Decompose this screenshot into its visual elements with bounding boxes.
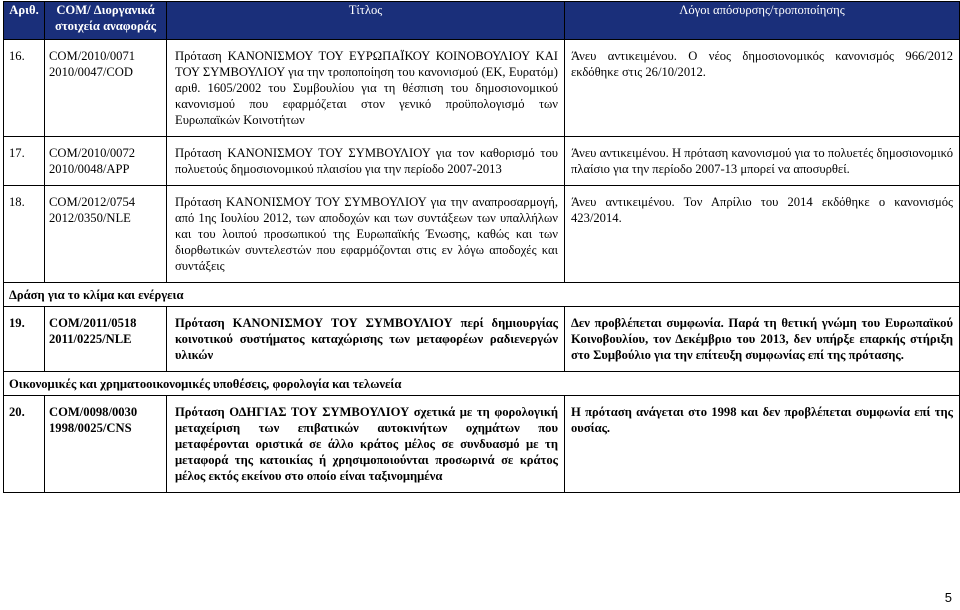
header-reasons: Λόγοι απόσυρσης/τροποποίησης [565, 2, 960, 40]
row-number: 19. [4, 307, 45, 372]
row-title: Πρόταση ΟΔΗΓΙΑΣ ΤΟΥ ΣΥΜΒΟΥΛΙΟΥ σχετικά με τη φορολογική μεταχείριση των επιβατικών αυτοκινήτων οχημάτων που μεταφέρονται οριστικά σε άλλο κράτος μέλος σε συνδυασμό με τη μεταφορά της κατοικίας ή χρησιμοποιούνται προσωρινά σε κράτος μέλος εκτός εκείνου στο οποίο είναι ταξινομημένα [167, 396, 565, 493]
row-title: Πρόταση ΚΑΝΟΝΙΣΜΟΥ ΤΟΥ ΣΥΜΒΟΥΛΙΟΥ για την αναπροσαρμογή, από 1ης Ιουλίου 2012, των αποδοχών και των συντάξεων των υπαλλήλων και του λοιπού προσωπικού της Ευρωπαϊκής Ένωσης, καθώς και των διορθωτικών συντελεστών που εφαρμόζονται στις εν λόγω αποδοχές και συντάξεις [167, 186, 565, 283]
row-number: 20. [4, 396, 45, 493]
row-title: Πρόταση ΚΑΝΟΝΙΣΜΟΥ ΤΟΥ ΣΥΜΒΟΥΛΙΟΥ για τον καθορισμό του πολυετούς δημοσιονομικού πλαισίου για την περίοδο 2007-2013 [167, 137, 565, 186]
page-number: 5 [944, 590, 952, 605]
table-row [4, 186, 960, 283]
table-header-row [4, 2, 960, 40]
section-heading-climate-energy: Δράση για το κλίμα και ενέργεια [4, 283, 960, 307]
section-row [4, 372, 960, 396]
row-reason: Άνευ αντικειμένου. Τον Απρίλιο του 2014 εκδόθηκε ο κανονισμός 423/2014. [565, 186, 960, 283]
withdrawals-table [3, 1, 960, 493]
row-com-reference: COM/2011/0518 2011/0225/NLE [45, 307, 167, 372]
row-reason: Η πρόταση ανάγεται στο 1998 και δεν προβλέπεται συμφωνία επί της ουσίας. [565, 396, 960, 493]
table-row [4, 396, 960, 493]
row-com-reference: COM/2010/0071 2010/0047/COD [45, 40, 167, 137]
header-title: Τίτλος [167, 2, 565, 40]
row-com-reference: COM/2012/0754 2012/0350/NLE [45, 186, 167, 283]
section-row [4, 283, 960, 307]
table-row [4, 307, 960, 372]
row-number: 16. [4, 40, 45, 137]
header-number: Αριθ. [4, 2, 45, 40]
table-row [4, 40, 960, 137]
row-com-reference: COM/2010/0072 2010/0048/APP [45, 137, 167, 186]
section-heading-economic-affairs: Οικονομικές και χρηματοοικονομικές υποθέσεις, φορολογία και τελωνεία [4, 372, 960, 396]
row-reason: Άνευ αντικειμένου. Ο νέος δημοσιονομικός κανονισμός 966/2012 εκδόθηκε στις 26/10/2012. [565, 40, 960, 137]
row-reason: Δεν προβλέπεται συμφωνία. Παρά τη θετική γνώμη του Ευρωπαϊκού Κοινοβουλίου, τον Δεκέμβριο του 2013, δεν υπήρξε επαρκής στήριξη στο Συμβούλιο για την επίτευξη συμφωνίας επί της πρότασης. [565, 307, 960, 372]
table-row [4, 137, 960, 186]
row-title: Πρόταση ΚΑΝΟΝΙΣΜΟΥ ΤΟΥ ΣΥΜΒΟΥΛΙΟΥ περί δημιουργίας κοινοτικού συστήματος καταχώρισης των μεταφορέων ραδιενεργών υλικών [167, 307, 565, 372]
row-reason: Άνευ αντικειμένου. Η πρόταση κανονισμού για το πολυετές δημοσιονομικό πλαίσιο για την περίοδο 2007-13 μπορεί να αποσυρθεί. [565, 137, 960, 186]
row-com-reference: COM/0098/0030 1998/0025/CNS [45, 396, 167, 493]
row-number: 17. [4, 137, 45, 186]
row-number: 18. [4, 186, 45, 283]
header-com-reference: COM/ Διοργανικά στοιχεία αναφοράς [45, 2, 167, 40]
row-title: Πρόταση ΚΑΝΟΝΙΣΜΟΥ ΤΟΥ ΕΥΡΩΠΑΪΚΟΥ ΚΟΙΝΟΒΟΥΛΙΟΥ ΚΑΙ ΤΟΥ ΣΥΜΒΟΥΛΙΟΥ για την τροποποίηση του κανονισμού (ΕΚ, Ευρατόμ) αριθ. 1605/2002 του Συμβουλίου για τη θέσπιση του δημοσιονομικού κανονισμού που εφαρμόζεται στον γενικό προϋπολογισμό των Ευρωπαϊκών Κοινοτήτων [167, 40, 565, 137]
